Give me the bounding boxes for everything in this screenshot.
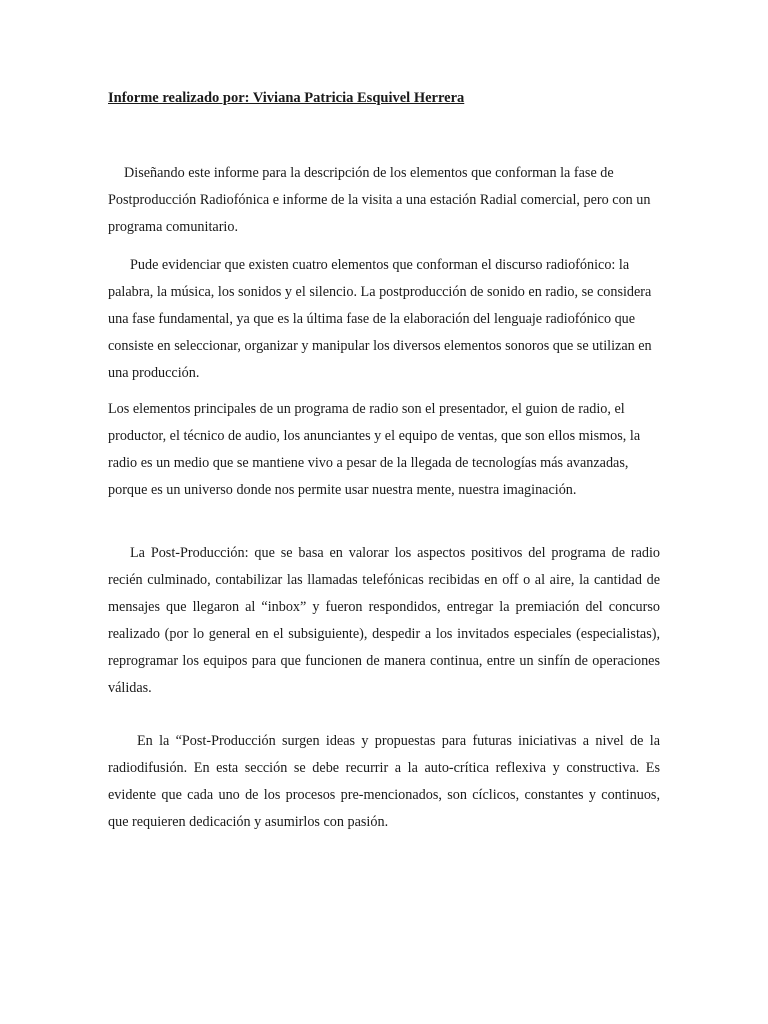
paragraph-post-production: La Post-Producción: que se basa en valorar los aspectos positivos del programa de radio recién culminado, contabilizar las llamadas telefónicas recibidas en off o al aire, la cantidad de mensajes que llegaron al “inbox” y fueron respondidos, entregar la premiación del concurso realizado (por lo general en el subsiguiente), despedir a los invitados especiales (especialistas), reprogramar los equipos para que funcionen de manera continua, entre un sinfín de operaciones válidas. (108, 545, 660, 696)
paragraph-elements: Pude evidenciar que existen cuatro elementos que conforman el discurso radiofónico: la palabra, la música, los sonidos y el silencio. La postproducción de sonido en radio, se considera una fase fundamental, ya que es la última fase de la elaboración del lenguaje radiofónico que consiste en seleccionar, organizar y manipular los diversos elementos sonoros que se utilizan en una producción. (108, 257, 652, 381)
paragraph-intro: Diseñando este informe para la descripción de los elementos que conforman la fase de Postproducción Radiofónica e informe de la visita a una estación Radial comercial, pero con un programa comunitario. (108, 165, 651, 235)
report-heading: Informe realizado por: Viviana Patricia Esquivel Herrera (108, 90, 465, 106)
paragraph-ideas: En la “Post-Producción surgen ideas y propuestas para futuras iniciativas a nivel de la radiodifusión. En esta sección se debe recurrir a la auto-crítica reflexiva y constructiva. Es evidente que cada uno de los procesos pre-mencionados, son cíclicos, constantes y continuos, que requieren dedicación y asumirlos con pasión. (108, 733, 660, 830)
paragraph-main-elements: Los elementos principales de un programa de radio son el presentador, el guion de radio, el productor, el técnico de audio, los anunciantes y el equipo de ventas, que son ellos mismos, la radio es un medio que se mantiene vivo a pesar de la llegada de tecnologías más avanzadas, porque es un universo donde nos permite usar nuestra mente, nuestra imaginación. (108, 401, 641, 498)
